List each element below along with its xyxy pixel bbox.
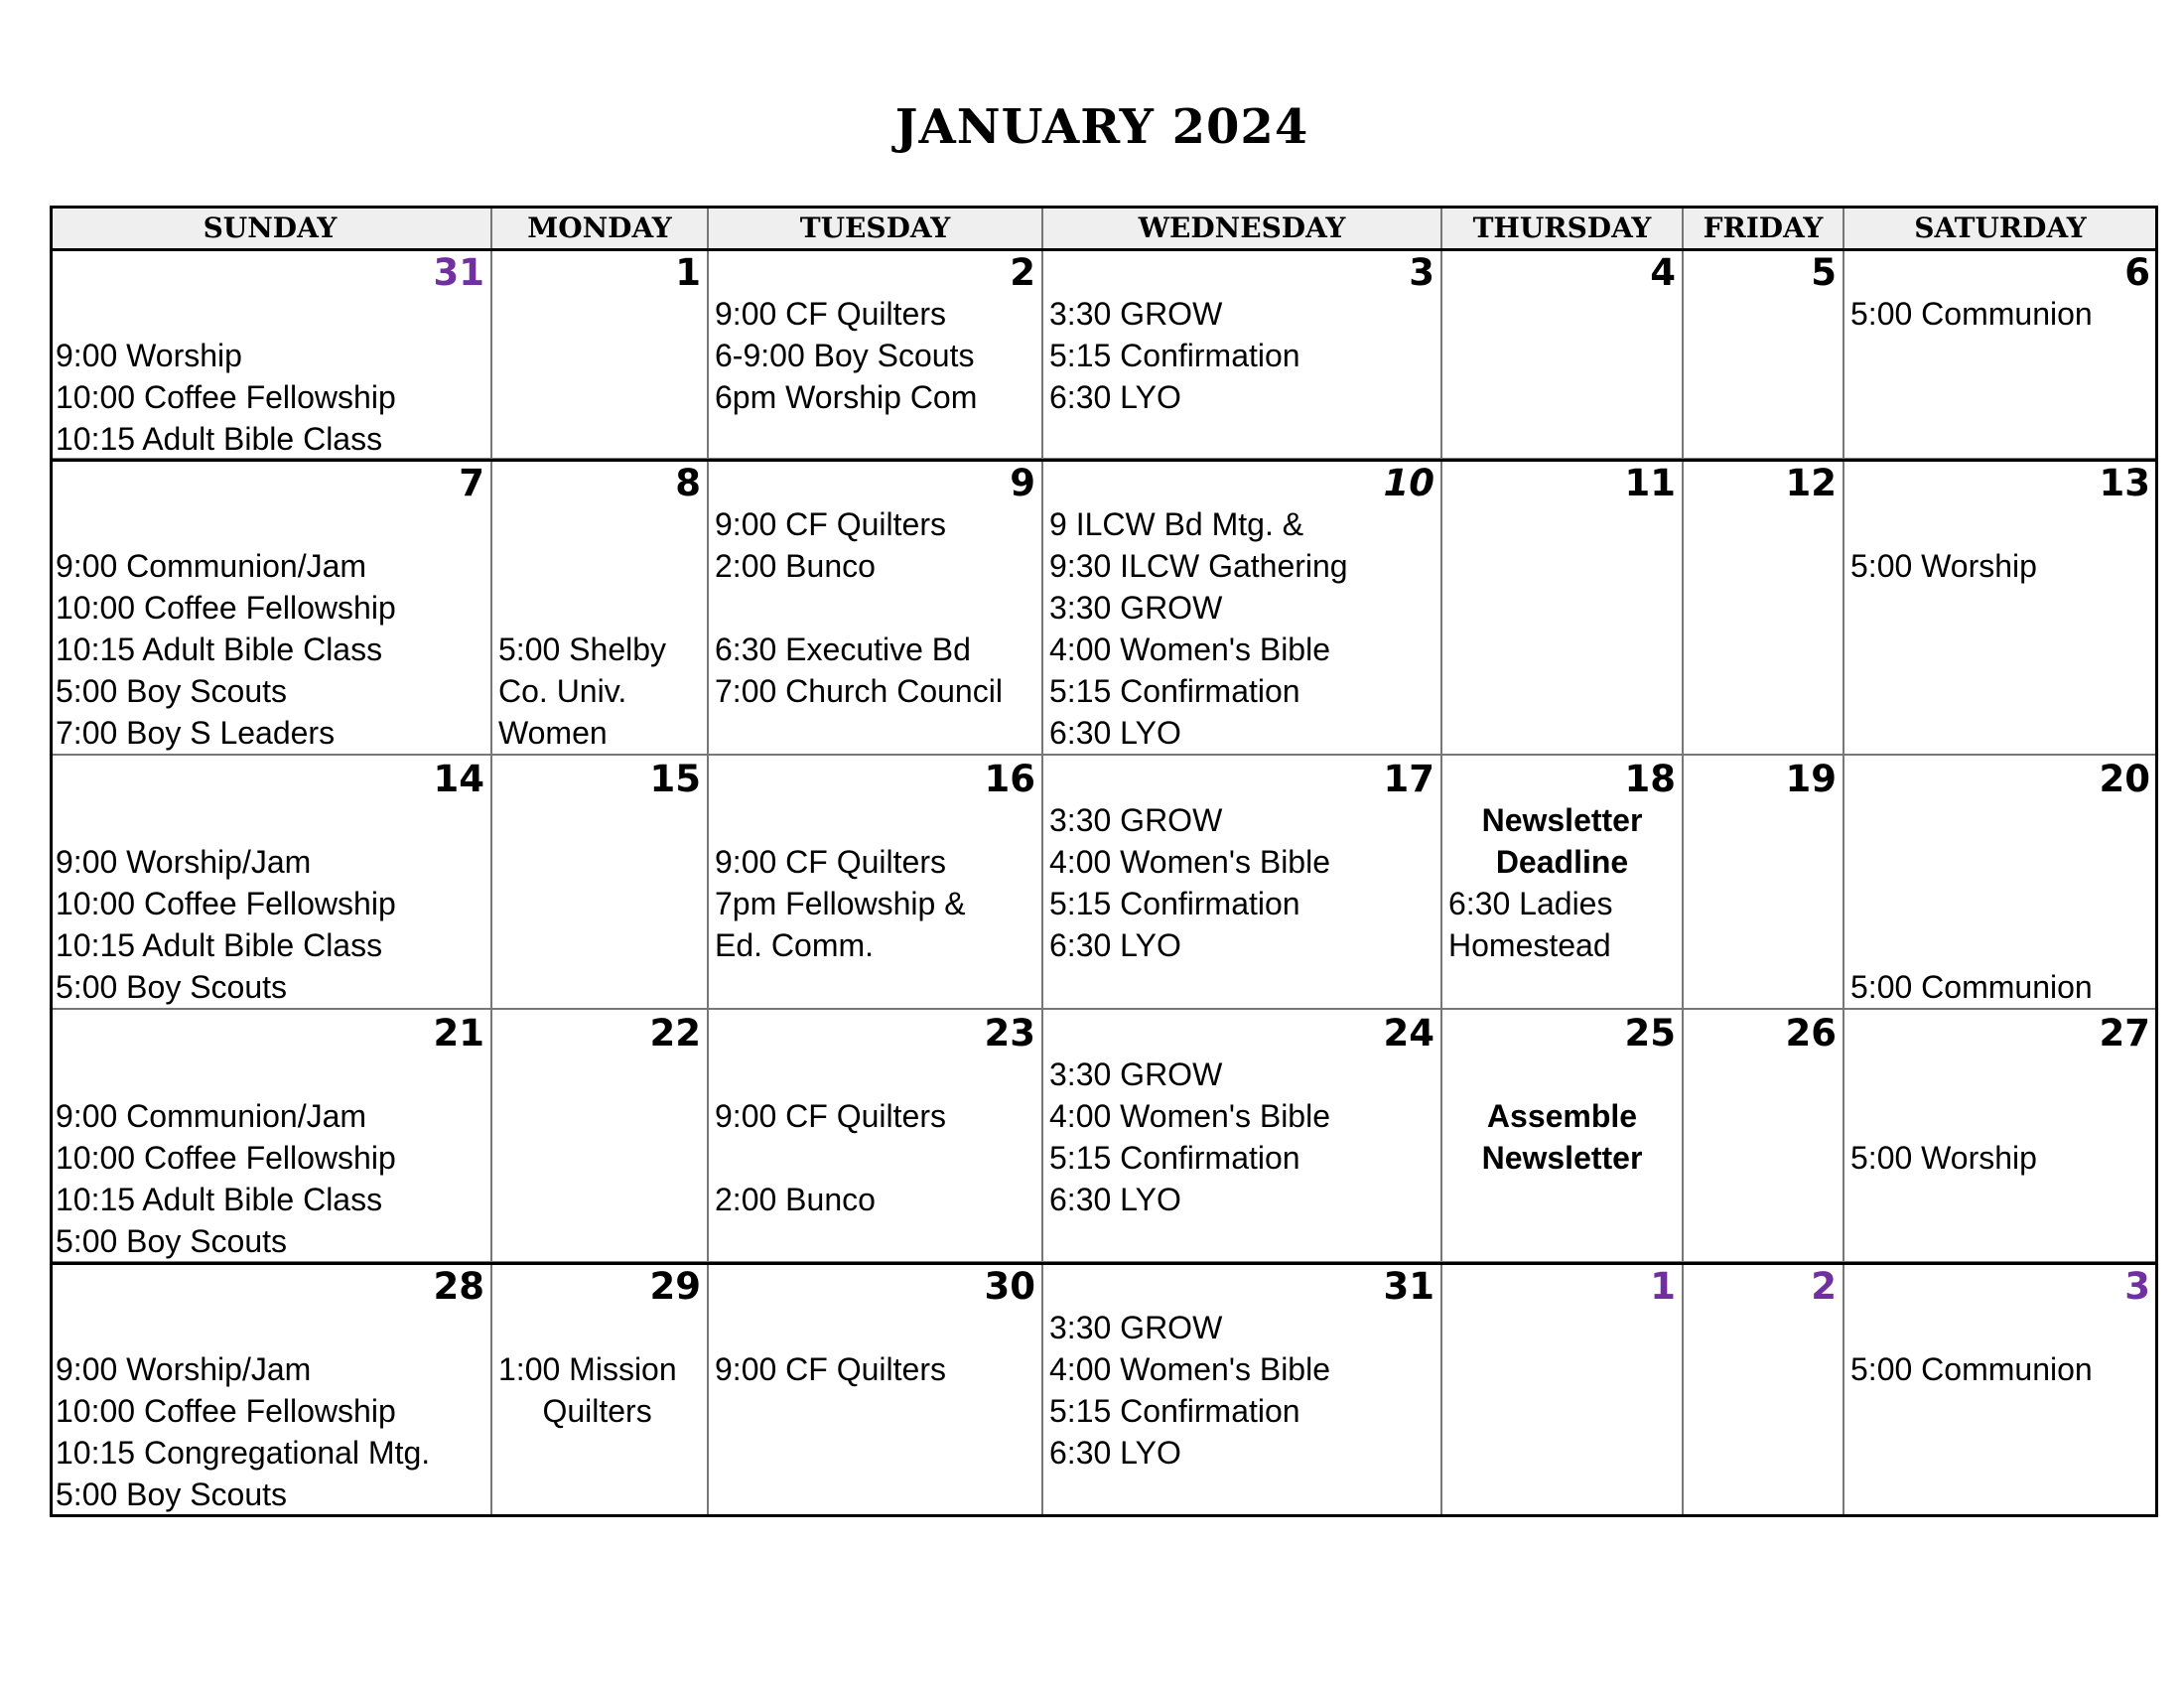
day-number: 4	[1650, 251, 1676, 294]
day-cell[interactable]	[50, 1263, 492, 1517]
day-number: 13	[2099, 462, 2150, 504]
event-highlight: Newsletter	[1481, 802, 1643, 838]
event-line	[498, 1307, 703, 1348]
day-number: 19	[1785, 758, 1837, 800]
event-line: 10:15 Congregational Mtg.	[56, 1435, 431, 1471]
event-line: 9:00 Communion/Jam	[56, 548, 367, 584]
event-line: 5:15 Confirmation	[1049, 673, 1300, 709]
event-line: 6:30 LYO	[1049, 715, 1181, 751]
event-line: 7pm Fellowship &	[715, 886, 966, 921]
day-number: 24	[1383, 1012, 1434, 1055]
event-line: 10:00 Coffee Fellowship	[56, 1393, 396, 1429]
day-cell[interactable]	[1442, 756, 1684, 1010]
event-line: 5:00 Worship	[1850, 548, 2037, 584]
day-cell[interactable]	[1043, 460, 1442, 756]
day-cell[interactable]	[1684, 1263, 1844, 1517]
event-line	[1850, 924, 2152, 966]
event-line	[56, 1307, 486, 1348]
event-line: 3:30 GROW	[1049, 296, 1223, 332]
day-number: 27	[2099, 1012, 2150, 1055]
event-line: 10:15 Adult Bible Class	[56, 927, 383, 963]
day-number: 22	[649, 1012, 701, 1055]
event-line: 4:00 Women's Bible	[1049, 1351, 1330, 1387]
event-line: 6:30 LYO	[1049, 927, 1181, 963]
event-line: 5:00 Boy Scouts	[56, 1223, 288, 1259]
day-number: 21	[433, 1012, 484, 1055]
row-separator	[50, 1262, 2158, 1265]
event-line: 9:00 CF Quilters	[715, 844, 946, 880]
event-line: 5:15 Confirmation	[1049, 1393, 1300, 1429]
day-cell[interactable]	[1684, 460, 1844, 756]
day-number: 5	[1811, 251, 1837, 294]
event-line: 6-9:00 Boy Scouts	[715, 338, 975, 373]
event-line: 5:00 Boy Scouts	[56, 673, 288, 709]
event-line	[1850, 1095, 2152, 1137]
header-wednesday: WEDNESDAY	[1043, 206, 1442, 249]
event-line: 1:00 Mission	[498, 1351, 677, 1387]
event-line: 7:00 Church Council	[715, 673, 1003, 709]
event-line: 10:00 Coffee Fellowship	[56, 1140, 396, 1176]
event-line: 9 ILCW Bd Mtg. &	[1049, 506, 1304, 542]
event-line	[715, 587, 1037, 629]
event-line	[56, 799, 486, 841]
event-line: 6:30 LYO	[1049, 379, 1181, 415]
event-line	[56, 503, 486, 545]
event-line	[715, 1307, 1037, 1348]
event-line: 5:00 Boy Scouts	[56, 1477, 288, 1512]
event-line	[56, 1054, 486, 1095]
event-line: 5:00 Communion	[1850, 1351, 2093, 1387]
event-line: 4:00 Women's Bible	[1049, 632, 1330, 667]
day-number: 3	[2124, 1265, 2150, 1308]
event-line: Ed. Comm.	[715, 927, 875, 963]
day-number: 2	[1811, 1265, 1837, 1308]
day-number: 17	[1383, 758, 1434, 800]
day-cell[interactable]	[709, 1263, 1043, 1517]
event-line	[1850, 1054, 2152, 1095]
event-line	[715, 1137, 1037, 1179]
event-line: 10:15 Adult Bible Class	[56, 632, 383, 667]
event-line: 10:00 Coffee Fellowship	[56, 590, 396, 626]
header-saturday: SATURDAY	[1844, 206, 2158, 249]
event-line	[1850, 841, 2152, 883]
day-number: 29	[649, 1265, 701, 1308]
event-line: 4:00 Women's Bible	[1049, 844, 1330, 880]
event-line: 6pm Worship Com	[715, 379, 978, 415]
event-line: 2:00 Bunco	[715, 1182, 876, 1217]
event-line: 3:30 GROW	[1049, 1310, 1223, 1345]
day-cell[interactable]	[1844, 249, 2158, 460]
day-number: 31	[1383, 1265, 1434, 1308]
day-cell[interactable]	[492, 249, 709, 460]
event-line: 3:30 GROW	[1049, 802, 1223, 838]
day-cell[interactable]	[1844, 460, 2158, 756]
day-number: 9	[1010, 462, 1035, 504]
event-line: 5:00 Communion	[1850, 296, 2093, 332]
day-number: 28	[433, 1265, 484, 1308]
day-cell[interactable]	[709, 756, 1043, 1010]
calendar-title: JANUARY 2024	[894, 99, 1309, 155]
event-line: 6:30 LYO	[1049, 1182, 1181, 1217]
event-line: 10:00 Coffee Fellowship	[56, 886, 396, 921]
day-number: 15	[649, 758, 701, 800]
event-line: 5:15 Confirmation	[1049, 338, 1300, 373]
row-separator	[50, 459, 2158, 462]
event-line	[498, 587, 703, 629]
event-line	[1850, 799, 2152, 841]
day-cell[interactable]	[1684, 1010, 1844, 1263]
day-cell[interactable]	[709, 460, 1043, 756]
day-cell[interactable]	[492, 460, 709, 756]
day-cell[interactable]	[1844, 1010, 2158, 1263]
event-line: 9:00 Worship	[56, 338, 242, 373]
day-cell[interactable]	[1442, 1010, 1684, 1263]
day-cell[interactable]	[709, 249, 1043, 460]
event-line	[1850, 1307, 2152, 1348]
calendar-grid	[50, 206, 2158, 1517]
event-line: 5:15 Confirmation	[1049, 1140, 1300, 1176]
day-number: 31	[433, 251, 484, 294]
event-line: 7:00 Boy S Leaders	[56, 715, 336, 751]
day-cell[interactable]	[1684, 756, 1844, 1010]
event-line: 6:30 Ladies	[1448, 886, 1613, 921]
day-cell[interactable]	[709, 1010, 1043, 1263]
day-number: 11	[1624, 462, 1676, 504]
day-number: 1	[675, 251, 701, 294]
day-number: 20	[2099, 758, 2150, 800]
event-line	[715, 799, 1037, 841]
event-line: 9:00 CF Quilters	[715, 1098, 946, 1134]
event-line	[1850, 503, 2152, 545]
event-line	[498, 503, 703, 545]
event-line: 9:00 CF Quilters	[715, 1351, 946, 1387]
event-line: Co. Univ.	[498, 673, 627, 709]
header-monday: MONDAY	[492, 206, 709, 249]
day-cell[interactable]	[1684, 249, 1844, 460]
day-cell[interactable]	[1442, 249, 1684, 460]
event-highlight: Deadline	[1495, 844, 1629, 880]
event-line: 9:00 Worship/Jam	[56, 844, 312, 880]
event-line: 10:00 Coffee Fellowship	[56, 379, 396, 415]
event-line: 9:30 ILCW Gathering	[1049, 548, 1348, 584]
day-number: 1	[1650, 1265, 1676, 1308]
day-number: 2	[1010, 251, 1035, 294]
day-cell[interactable]	[50, 460, 492, 756]
event-line: 6:30 LYO	[1049, 1435, 1181, 1471]
day-number: 30	[984, 1265, 1035, 1308]
day-cell[interactable]	[1844, 756, 2158, 1010]
event-line: 4:00 Women's Bible	[1049, 1098, 1330, 1134]
day-cell[interactable]	[1442, 460, 1684, 756]
day-cell[interactable]	[1043, 1263, 1442, 1517]
day-number: 25	[1624, 1012, 1676, 1055]
event-line: 5:00 Worship	[1850, 1140, 2037, 1176]
day-number: 14	[433, 758, 484, 800]
event-highlight: Newsletter	[1481, 1140, 1643, 1176]
header-sunday: SUNDAY	[50, 206, 492, 249]
day-number: 6	[2124, 251, 2150, 294]
day-cell[interactable]	[50, 249, 492, 460]
event-line: 3:30 GROW	[1049, 1056, 1223, 1092]
event-line: 5:00 Communion	[1850, 969, 2093, 1005]
event-line: 5:00 Boy Scouts	[56, 969, 288, 1005]
day-number: 23	[984, 1012, 1035, 1055]
day-number: 12	[1785, 462, 1837, 504]
header-tuesday: TUESDAY	[709, 206, 1043, 249]
day-cell[interactable]	[1043, 249, 1442, 460]
event-line: 9:00 Worship/Jam	[56, 1351, 312, 1387]
day-number: 3	[1409, 251, 1434, 294]
day-cell[interactable]	[1043, 756, 1442, 1010]
event-line: Quilters	[498, 1393, 652, 1429]
event-line: 5:00 Shelby	[498, 632, 667, 667]
event-line	[56, 293, 486, 335]
event-line	[715, 1054, 1037, 1095]
day-number: 26	[1785, 1012, 1837, 1055]
event-line	[1850, 883, 2152, 924]
day-cell[interactable]	[50, 756, 492, 1010]
event-line: 10:15 Adult Bible Class	[56, 421, 383, 457]
event-highlight	[1442, 1054, 1682, 1095]
event-line: 3:30 GROW	[1049, 590, 1223, 626]
event-line	[498, 545, 703, 587]
day-cell[interactable]	[50, 1010, 492, 1263]
event-line: 6:30 Executive Bd	[715, 632, 971, 667]
event-line: 9:00 CF Quilters	[715, 296, 946, 332]
event-line: 2:00 Bunco	[715, 548, 876, 584]
day-cell[interactable]	[492, 1010, 709, 1263]
day-cell[interactable]	[492, 756, 709, 1010]
event-line: 9:00 Communion/Jam	[56, 1098, 367, 1134]
event-line: 10:15 Adult Bible Class	[56, 1182, 383, 1217]
day-cell[interactable]	[1043, 1010, 1442, 1263]
event-highlight: Assemble	[1486, 1098, 1638, 1134]
day-cell[interactable]	[1442, 1263, 1684, 1517]
day-cell[interactable]	[1844, 1263, 2158, 1517]
event-line: Homestead	[1448, 927, 1611, 963]
row-separator	[50, 248, 2158, 251]
event-line: Women	[498, 715, 608, 751]
day-number: 10	[1383, 462, 1434, 504]
day-number: 7	[459, 462, 484, 504]
header-thursday: THURSDAY	[1442, 206, 1684, 249]
day-cell[interactable]	[492, 1263, 709, 1517]
day-number: 18	[1624, 758, 1676, 800]
event-line: 9:00 CF Quilters	[715, 506, 946, 542]
header-friday: FRIDAY	[1684, 206, 1844, 249]
day-number: 16	[984, 758, 1035, 800]
day-number: 8	[675, 462, 701, 504]
event-line: 5:15 Confirmation	[1049, 886, 1300, 921]
